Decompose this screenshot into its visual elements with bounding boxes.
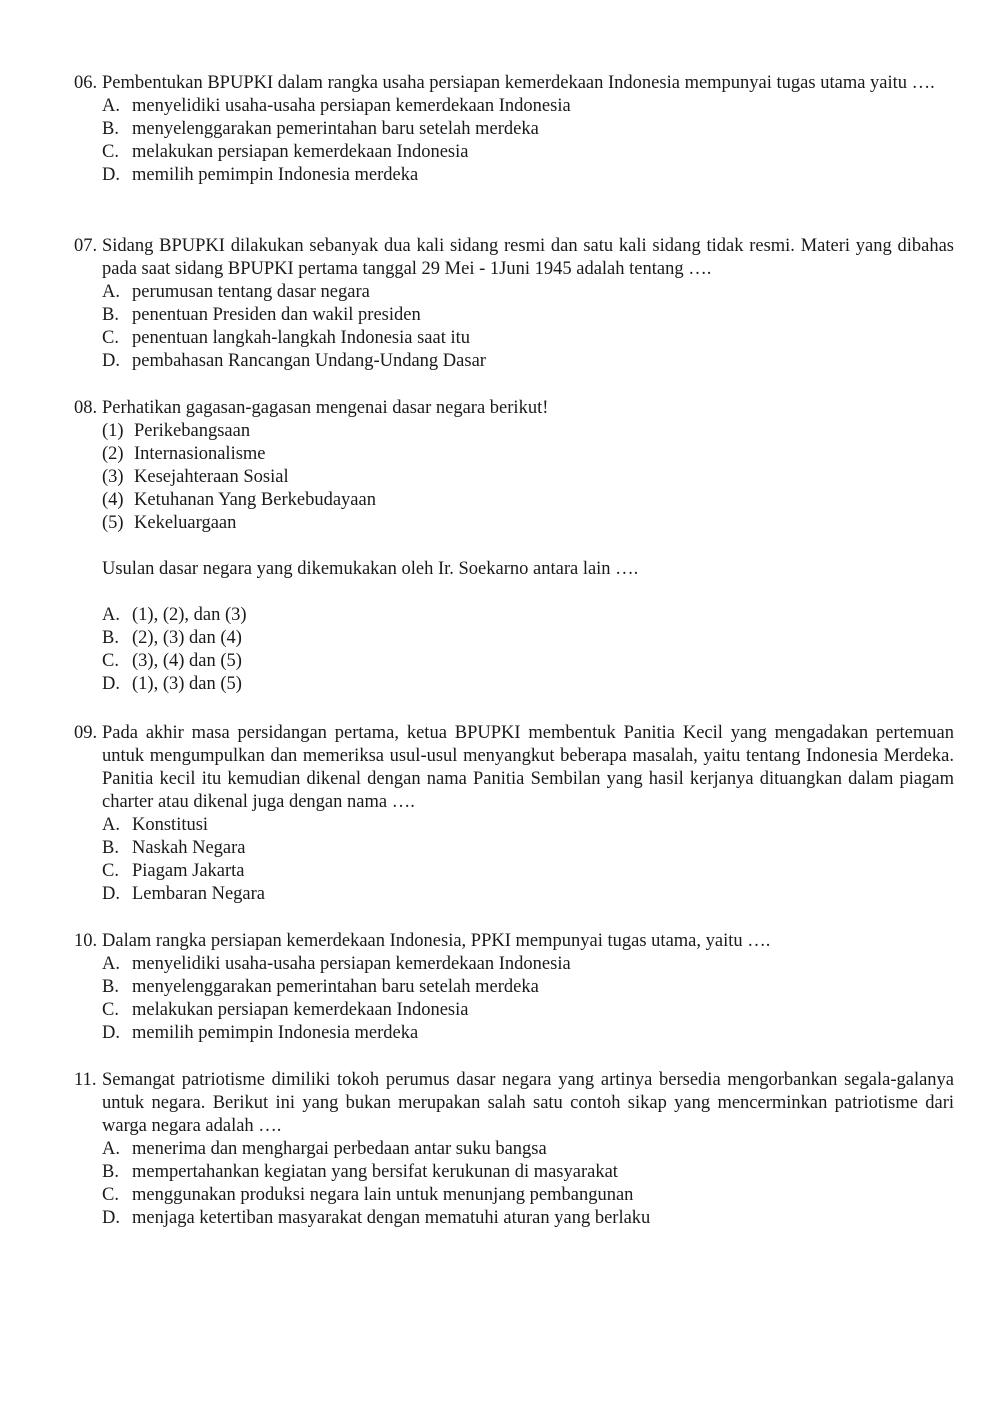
- question-stem: [74, 397, 954, 420]
- question-text: Pembentukan BPUPKI dalam rangka usaha persiapan kemerdekaan Indonesia mempunyai tugas utama yaitu ….: [102, 73, 935, 93]
- option-text: memilih pemimpin Indonesia merdeka: [132, 1023, 419, 1043]
- option-b[interactable]: [74, 118, 954, 141]
- option-text: penentuan Presiden dan wakil presiden: [132, 305, 421, 325]
- option-a[interactable]: [74, 953, 954, 976]
- option-d[interactable]: [74, 883, 954, 906]
- option-letter: C.: [102, 651, 119, 671]
- question-text: Pada akhir masa persidangan pertama, ketua BPUPKI membentuk Panitia Kecil yang mengadakan pertemuan untuk mengumpulkan dan memeriksa usul-usul menyangkut beberapa masalah, yaitu tentang Indonesia Merdeka. Panitia kecil itu kemudian dikenal dengan nama Panitia Sembilan yang hasil kerjanya dituangkan dalam piagam charter atau dikenal juga dengan nama ….: [102, 723, 954, 812]
- option-a[interactable]: [74, 814, 954, 837]
- option-text: menggunakan produksi negara lain untuk menunjang pembangunan: [132, 1185, 634, 1205]
- item-number: (2): [102, 444, 124, 464]
- option-text: melakukan persiapan kemerdekaan Indonesia: [132, 142, 469, 162]
- question-stem: [74, 722, 954, 814]
- item-text: Ketuhanan Yang Berkebudayaan: [134, 490, 376, 510]
- list-item: [74, 489, 954, 512]
- question-07: [74, 235, 954, 373]
- option-text: melakukan persiapan kemerdekaan Indonesia: [132, 1000, 469, 1020]
- question-stem: [74, 235, 954, 281]
- option-c[interactable]: [74, 650, 954, 673]
- question-text: Dalam rangka persiapan kemerdekaan Indonesia, PPKI mempunyai tugas utama, yaitu ….: [102, 931, 771, 951]
- option-letter: C.: [102, 1000, 119, 1020]
- option-text: memilih pemimpin Indonesia merdeka: [132, 165, 419, 185]
- option-letter: C.: [102, 1185, 119, 1205]
- question-stem: [74, 1069, 954, 1138]
- question-number: 09.: [74, 723, 98, 743]
- question-stem: [74, 72, 954, 95]
- option-d[interactable]: [74, 1207, 954, 1230]
- item-text: Internasionalisme: [134, 444, 266, 464]
- option-c[interactable]: [74, 860, 954, 883]
- option-text: menyelidiki usaha-usaha persiapan kemerdekaan Indonesia: [132, 96, 571, 116]
- option-b[interactable]: [74, 304, 954, 327]
- option-c[interactable]: [74, 327, 954, 350]
- option-letter: A.: [102, 815, 120, 835]
- option-letter: A.: [102, 954, 120, 974]
- option-letter: A.: [102, 1139, 120, 1159]
- question-number: 10.: [74, 931, 98, 951]
- item-number: (3): [102, 467, 124, 487]
- option-text: penentuan langkah-langkah Indonesia saat itu: [132, 328, 471, 348]
- option-b[interactable]: [74, 1161, 954, 1184]
- option-letter: A.: [102, 282, 120, 302]
- option-text: menerima dan menghargai perbedaan antar suku bangsa: [132, 1139, 547, 1159]
- option-text: Konstitusi: [132, 815, 209, 835]
- option-d[interactable]: [74, 673, 954, 696]
- option-text: menyelenggarakan pemerintahan baru setelah merdeka: [132, 977, 539, 997]
- question-10: [74, 930, 954, 1045]
- item-text: Perikebangsaan: [134, 421, 251, 441]
- option-text: mempertahankan kegiatan yang bersifat kerukunan di masyarakat: [132, 1162, 618, 1182]
- option-text: (1), (3) dan (5): [132, 674, 242, 694]
- question-06: [74, 72, 954, 187]
- option-letter: B.: [102, 977, 119, 997]
- option-d[interactable]: [74, 1022, 954, 1045]
- option-letter: B.: [102, 305, 119, 325]
- option-c[interactable]: [74, 1184, 954, 1207]
- item-number: (1): [102, 421, 124, 441]
- option-text: menyelidiki usaha-usaha persiapan kemerdekaan Indonesia: [132, 954, 571, 974]
- option-letter: C.: [102, 142, 119, 162]
- option-text: pembahasan Rancangan Undang-Undang Dasar: [132, 351, 486, 371]
- option-letter: B.: [102, 628, 119, 648]
- option-letter: C.: [102, 328, 119, 348]
- option-letter: D.: [102, 674, 120, 694]
- option-text: perumusan tentang dasar negara: [132, 282, 370, 302]
- option-a[interactable]: [74, 604, 954, 627]
- question-11: [74, 1069, 954, 1230]
- option-letter: D.: [102, 165, 120, 185]
- option-c[interactable]: [74, 999, 954, 1022]
- option-b[interactable]: [74, 976, 954, 999]
- option-text: (2), (3) dan (4): [132, 628, 242, 648]
- option-letter: D.: [102, 884, 120, 904]
- option-text: menjaga ketertiban masyarakat dengan mematuhi aturan yang berlaku: [132, 1208, 651, 1228]
- question-text: Sidang BPUPKI dilakukan sebanyak dua kali sidang resmi dan satu kali sidang tidak resmi. Materi yang dibahas pada saat sidang BPUPKI pertama tanggal 29 Mei - 1Juni 1945 adalah tentang ….: [102, 236, 954, 279]
- option-a[interactable]: [74, 1138, 954, 1161]
- item-text: Kesejahteraan Sosial: [134, 467, 289, 487]
- list-item: [74, 466, 954, 489]
- option-letter: C.: [102, 861, 119, 881]
- option-d[interactable]: [74, 350, 954, 373]
- option-text: (3), (4) dan (5): [132, 651, 242, 671]
- question-number: 08.: [74, 398, 98, 418]
- option-letter: B.: [102, 1162, 119, 1182]
- option-text: (1), (2), dan (3): [132, 605, 247, 625]
- question-stem: [74, 930, 954, 953]
- option-letter: D.: [102, 1023, 120, 1043]
- option-letter: A.: [102, 605, 120, 625]
- option-text: Naskah Negara: [132, 838, 246, 858]
- option-letter: D.: [102, 1208, 120, 1228]
- question-text: Semangat patriotisme dimiliki tokoh perumus dasar negara yang artinya bersedia mengorbankan segala-galanya untuk negara. Berikut ini yang bukan merupakan salah satu contoh sikap yang mencerminkan patriotisme dari warga negara adalah ….: [102, 1070, 954, 1136]
- option-a[interactable]: [74, 95, 954, 118]
- list-item: [74, 512, 954, 535]
- item-number: (4): [102, 490, 124, 510]
- option-letter: B.: [102, 838, 119, 858]
- option-letter: B.: [102, 119, 119, 139]
- option-letter: D.: [102, 351, 120, 371]
- option-b[interactable]: [74, 837, 954, 860]
- option-d[interactable]: [74, 164, 954, 187]
- list-item: [74, 420, 954, 443]
- option-b[interactable]: [74, 627, 954, 650]
- option-a[interactable]: [74, 281, 954, 304]
- question-09: [74, 722, 954, 906]
- option-letter: A.: [102, 96, 120, 116]
- list-item: [74, 443, 954, 466]
- question-number: 11.: [74, 1070, 97, 1090]
- subquestion-text: Usulan dasar negara yang dikemukakan oleh Ir. Soekarno antara lain ….: [102, 559, 639, 579]
- option-text: menyelenggarakan pemerintahan baru setelah merdeka: [132, 119, 539, 139]
- option-text: Lembaran Negara: [132, 884, 266, 904]
- question-number: 07.: [74, 236, 98, 256]
- item-number: (5): [102, 513, 124, 533]
- question-08: [74, 397, 954, 696]
- option-text: Piagam Jakarta: [132, 861, 245, 881]
- question-number: 06.: [74, 73, 98, 93]
- option-c[interactable]: [74, 141, 954, 164]
- item-text: Kekeluargaan: [134, 513, 237, 533]
- question-text: Perhatikan gagasan-gagasan mengenai dasar negara berikut!: [102, 398, 549, 418]
